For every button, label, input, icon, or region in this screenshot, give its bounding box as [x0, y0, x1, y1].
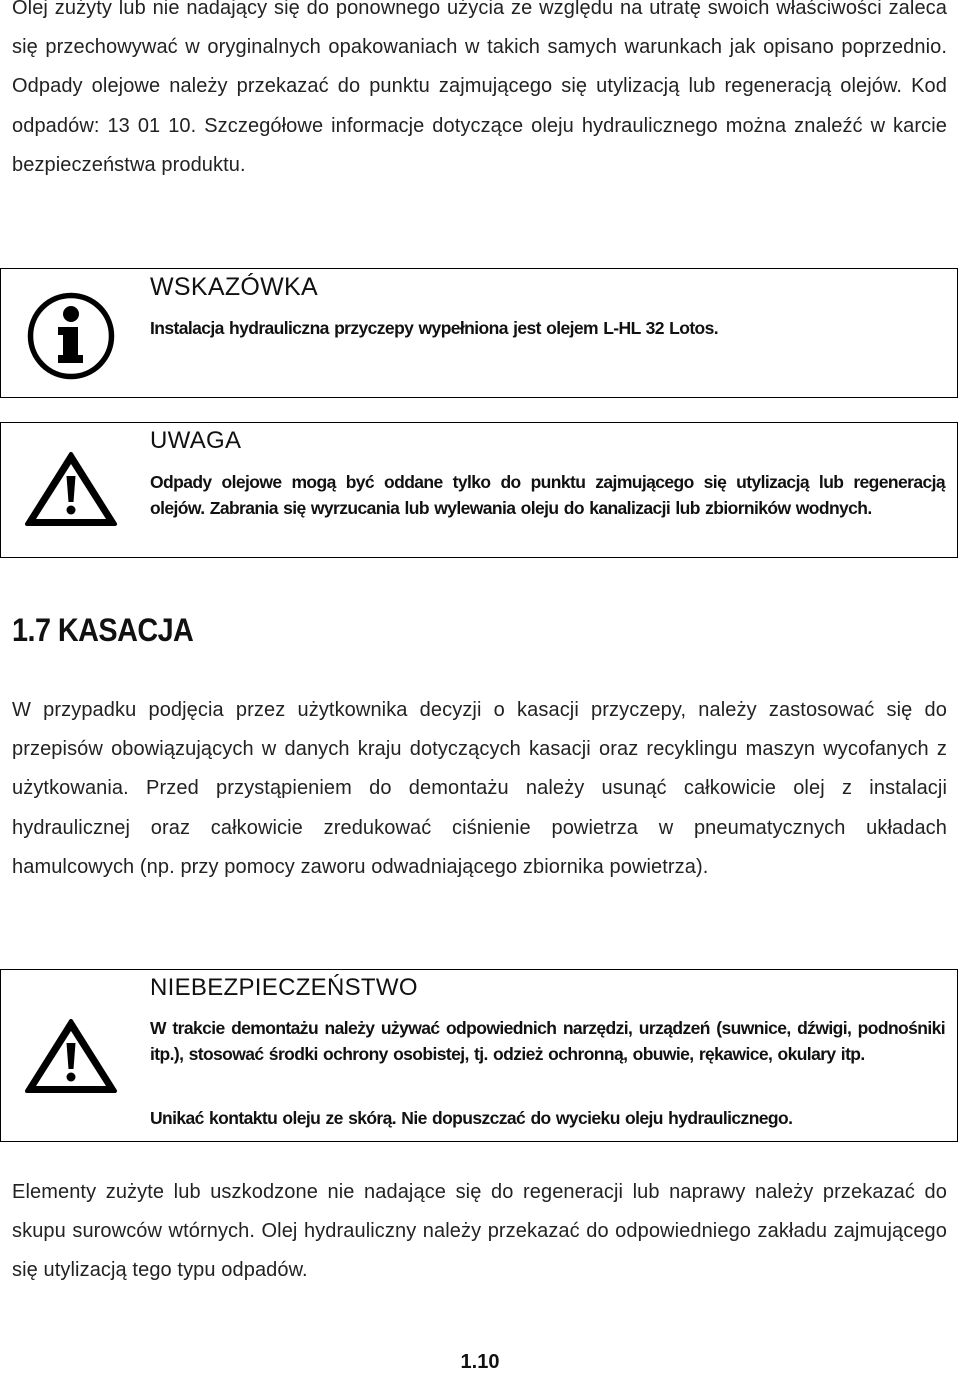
- warning-body: Odpady olejowe mogą być oddane tylko do punktu zajmującego się utylizacją lub regeneracją olejów. Zabrania się wyrzucania lub wylewania oleju do kanalizacji lub zbiorników wodnych.: [150, 472, 945, 518]
- note-body: Instalacja hydrauliczna przyczepy wypełniona jest olejem L-HL 32 Lotos.: [150, 318, 719, 338]
- warning-triangle-icon: [23, 450, 119, 533]
- warning-triangle-icon: [23, 1017, 119, 1100]
- danger-title: NIEBEZPIECZEŃSTWO: [150, 974, 418, 1001]
- danger-box: [0, 969, 958, 1142]
- info-icon: [27, 292, 115, 385]
- note-title: WSKAZÓWKA: [150, 273, 318, 301]
- section-paragraph: W przypadku podjęcia przez użytkownika decyzji o kasacji przyczepy, należy zastosować się do przepisów obowiązujących w danych kraju dotyczących kasacji oraz recyklingu maszyn wycofanych z użytkowania. Przed przystąpieniem do demontażu należy usunąć całkowicie olej z instalacji hydraulicznej oraz całkowicie zredukować ciśnienie powietrza w pneumatycznych układach hamulcowych (np. przy pomocy zaworu odwadniającego zbiornika powietrza).: [12, 699, 947, 878]
- closing-paragraph: Elementy zużyte lub uszkodzone nie nadające się do regeneracji lub naprawy należy przekazać do skupu surowców wtórnych. Olej hydrauliczny należy przekazać do odpowiedniego zakładu zajmującego się utylizacją tego typu odpadów.: [12, 1181, 947, 1282]
- section-heading: 1.7 KASACJA: [12, 612, 194, 648]
- note-box: [0, 268, 958, 398]
- intro-paragraph: Olej zużyty lub nie nadający się do ponownego użycia ze względu na utratę swoich właściwości zaleca się przechowywać w oryginalnych opakowaniach w takich samych warunkach jak opisano poprzednio. Odpady olejowe należy przekazać do punktu zajmującego się utylizacją lub regeneracją olejów. Kod odpadów: 13 01 10. Szczegółowe informacje dotyczące oleju hydraulicznego można znaleźć w karcie bezpieczeństwa produktu.: [12, 0, 947, 176]
- page-number: 1.10: [460, 1351, 500, 1373]
- warning-title: UWAGA: [150, 427, 242, 454]
- danger-body-second: Unikać kontaktu oleju ze skórą. Nie dopuszczać do wycieku oleju hydraulicznego.: [150, 1108, 793, 1128]
- warning-box: [0, 422, 958, 558]
- danger-body: W trakcie demontażu należy używać odpowiednich narzędzi, urządzeń (suwnice, dźwigi, podnośniki itp.), stosować środki ochrony osobistej, tj. odzież ochronną, obuwie, rękawice, okulary itp.: [150, 1018, 945, 1064]
